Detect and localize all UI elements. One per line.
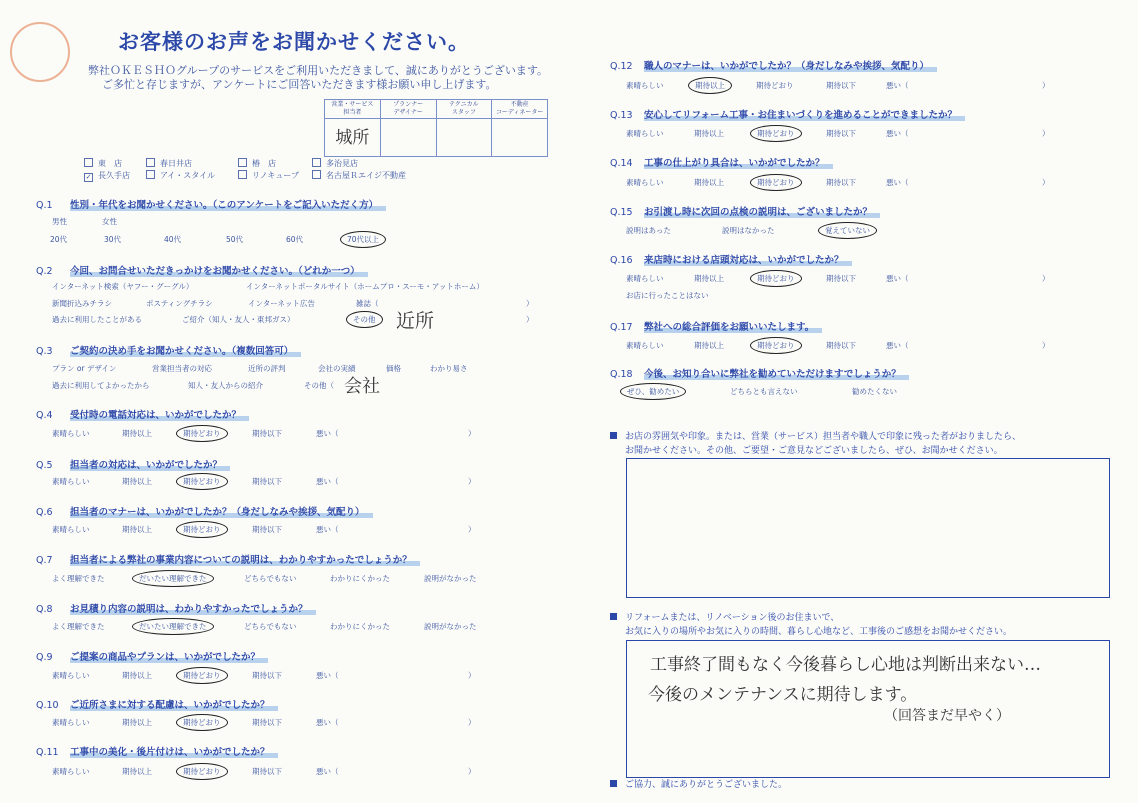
- checkbox[interactable]: [146, 158, 155, 167]
- staff-header: 営業・サービス 担当者: [325, 100, 381, 118]
- question-q17: Q.17 弊社への総合評価をお願いいたします。: [610, 319, 822, 333]
- question-q16: Q.16 来店時における店頭対応は、いかがでしたか？: [610, 252, 852, 266]
- question-q13: Q.13 安心してリフォーム工事・お住まいづくりを進めることができましたか？: [610, 107, 965, 121]
- option-40s[interactable]: 40代: [164, 235, 182, 244]
- paren-close: ）: [1042, 341, 1050, 350]
- staff-value-handwritten[interactable]: 城所: [325, 119, 381, 156]
- option[interactable]: 期待以上: [122, 718, 152, 727]
- option[interactable]: お店に行ったことはない: [626, 291, 709, 300]
- paren-close: ）: [468, 718, 476, 727]
- option[interactable]: 期待以上: [694, 178, 724, 187]
- option[interactable]: 期待以下: [252, 477, 282, 486]
- option-selected[interactable]: 覚えていない: [818, 222, 877, 239]
- question-q3: Q.3 ご契約の決め手をお聞かせください。（複数回答可）: [36, 343, 301, 357]
- page-title: お客様のお声をお聞かせください。: [118, 30, 470, 54]
- handwritten-comment-line-2: 今後のメンテナンスに期待します。: [648, 685, 918, 705]
- question-q14: Q.14 工事の仕上がり具合は、いかがでしたか？: [610, 155, 833, 169]
- option[interactable]: 素晴らしい: [626, 341, 664, 350]
- store-option[interactable]: リノキューブ: [238, 170, 299, 181]
- paren-close: ）: [1042, 274, 1050, 283]
- option-selected[interactable]: だいたい理解できた: [132, 618, 214, 635]
- option[interactable]: 雑誌（: [356, 299, 379, 308]
- square-bullet-icon: [610, 432, 617, 439]
- option[interactable]: わかり易さ: [430, 364, 468, 373]
- option[interactable]: 期待以上: [694, 129, 724, 138]
- question-q2: Q.2 今回、お問合せいただきっかけをお聞かせください。（どれか一つ）: [36, 263, 368, 277]
- option[interactable]: 過去に利用してよかったから: [52, 381, 150, 390]
- option[interactable]: 勧めたくない: [852, 387, 897, 396]
- paren-close: ）: [1042, 178, 1050, 187]
- staff-header: プランナー デザイナー: [381, 100, 437, 118]
- option[interactable]: 期待以上: [122, 477, 152, 486]
- option[interactable]: 期待以上: [122, 429, 152, 438]
- paren-close: ）: [468, 767, 476, 776]
- option[interactable]: 説明はなかった: [722, 226, 775, 235]
- option-selected[interactable]: 期待どおり: [176, 473, 228, 490]
- paren-close: ）: [526, 315, 534, 324]
- option[interactable]: 説明はあった: [626, 226, 671, 235]
- option[interactable]: 期待以下: [826, 178, 856, 187]
- question-q15: Q.15 お引渡し時に次回の点検の説明は、ございましたか？: [610, 204, 880, 218]
- question-q10: Q.10 ご近所さまに対する配慮は、いかがでしたか？: [36, 697, 278, 711]
- stamp-seal: [10, 22, 70, 82]
- option[interactable]: 新聞折込みチラシ: [52, 299, 112, 308]
- option[interactable]: 素晴らしい: [626, 274, 664, 283]
- question-q12: Q.12 職人のマナーは、いかがでしたか？（身だしなみや挨拶、気配り）: [610, 58, 937, 72]
- intro-line-1: 弊社ＯＫＥＳＨＯグループのサービスをご利用いただきまして、誠にありがとうございます。: [88, 64, 549, 77]
- option[interactable]: 説明がなかった: [424, 574, 477, 583]
- question-q8: Q.8 お見積り内容の説明は、わかりやすかったでしょうか？: [36, 601, 316, 615]
- option[interactable]: 説明がなかった: [424, 622, 477, 631]
- option[interactable]: 素晴らしい: [52, 671, 90, 680]
- option-female[interactable]: 女性: [102, 217, 117, 226]
- option-selected[interactable]: 期待どおり: [176, 667, 228, 684]
- checkbox[interactable]: [238, 170, 247, 179]
- question-q4: Q.4 受付時の電話対応は、いかがでしたか？: [36, 407, 249, 421]
- checkbox[interactable]: [84, 158, 93, 167]
- option-60s[interactable]: 60代: [286, 235, 304, 244]
- option[interactable]: 悪い（: [886, 178, 909, 187]
- checkbox[interactable]: [146, 170, 155, 179]
- option[interactable]: 期待以下: [826, 274, 856, 283]
- option[interactable]: 期待以下: [252, 718, 282, 727]
- option[interactable]: 期待以下: [826, 129, 856, 138]
- option[interactable]: 素晴らしい: [52, 477, 90, 486]
- handwritten-q2-other: 近所: [396, 310, 435, 332]
- option[interactable]: わかりにくかった: [330, 574, 390, 583]
- option[interactable]: プラン or デザイン: [52, 364, 117, 373]
- store-option[interactable]: 春日井店: [146, 158, 192, 169]
- handwritten-comment-line-3: （回答まだ早やく）: [884, 708, 1010, 724]
- option[interactable]: 素晴らしい: [52, 525, 90, 534]
- option-selected[interactable]: 期待どおり: [750, 125, 802, 142]
- option[interactable]: 素晴らしい: [626, 178, 664, 187]
- option-selected[interactable]: 期待どおり: [176, 714, 228, 731]
- option[interactable]: 営業担当者の対応: [152, 364, 212, 373]
- option[interactable]: どちらとも言えない: [730, 387, 798, 396]
- option[interactable]: どちらでもない: [244, 574, 297, 583]
- option[interactable]: 悪い（: [886, 341, 909, 350]
- option[interactable]: 悪い（: [316, 767, 339, 776]
- option-selected[interactable]: 期待どおり: [176, 521, 228, 538]
- paren-close: ）: [1042, 81, 1050, 90]
- paren-close: ）: [1042, 129, 1050, 138]
- store-option[interactable]: 椿 店: [238, 158, 276, 169]
- option-30s[interactable]: 30代: [104, 235, 122, 244]
- option[interactable]: 期待以下: [252, 767, 282, 776]
- handwritten-comment-line-1: 工事終了間もなく今後暮らし心地は判断出来ない…: [650, 655, 1041, 675]
- question-q7: Q.7 担当者による弊社の事業内容についての説明は、わかりやすかったでしょうか？: [36, 552, 420, 566]
- option-selected[interactable]: 期待どおり: [750, 270, 802, 287]
- checkmark-icon[interactable]: ✓: [85, 173, 92, 181]
- free-comment-1-label: お店の雰囲気や印象。または、営業（サービス）担当者や職人で印象に残った者がおりましたら、: [610, 430, 1021, 444]
- question-q11: Q.11 工事中の美化・後片付けは、いかがでしたか？: [36, 744, 278, 758]
- option-other-selected[interactable]: その他: [346, 311, 383, 328]
- footer-thanks: ご協力、誠にありがとうございました。: [610, 778, 787, 792]
- option-50s[interactable]: 50代: [226, 235, 244, 244]
- store-option[interactable]: 名古屋Ｒエイジ不動産: [312, 170, 406, 181]
- option[interactable]: どちらでもない: [244, 622, 297, 631]
- option[interactable]: インターネット検索（ヤフー・グーグル）: [52, 282, 194, 291]
- store-option[interactable]: 東 店: [84, 158, 122, 169]
- staff-value[interactable]: [381, 119, 437, 156]
- option[interactable]: 素晴らしい: [52, 718, 90, 727]
- free-comment-1-label-2: お聞かせください。その他、ご要望・ご意見などございましたら、ぜひ、お聞かせください。: [625, 446, 1003, 456]
- paren-close: ）: [468, 477, 476, 486]
- option-selected[interactable]: 期待どおり: [176, 425, 228, 442]
- option[interactable]: インターネットポータルサイト（ホームプロ・スーモ・アットホーム）: [246, 282, 484, 291]
- free-comment-2-label: リフォームまたは、リノベーション後のお住まいで、: [610, 611, 839, 625]
- option[interactable]: 悪い（: [316, 671, 339, 680]
- square-bullet-icon: [610, 780, 617, 787]
- checkbox[interactable]: [312, 158, 321, 167]
- option[interactable]: ご紹介（知人・友人・東邦ガス）: [182, 315, 295, 324]
- option[interactable]: 期待以上: [122, 525, 152, 534]
- paren-close: ）: [468, 671, 476, 680]
- option-selected[interactable]: 期待以上: [688, 77, 732, 94]
- question-q5: Q.5 担当者の対応は、いかがでしたか？: [36, 457, 230, 471]
- checkbox[interactable]: [238, 158, 247, 167]
- question-q18: Q.18 今後、お知り合いに弊社を勧めていただけますでしょうか？: [610, 366, 909, 380]
- option-selected[interactable]: 期待どおり: [176, 763, 228, 780]
- free-comment-1-box[interactable]: [626, 458, 1110, 598]
- option[interactable]: 期待以上: [122, 671, 152, 680]
- option[interactable]: 期待以上: [694, 341, 724, 350]
- option-male[interactable]: 男性: [52, 217, 67, 226]
- option-selected[interactable]: ぜひ、勧めたい: [620, 383, 686, 400]
- square-bullet-icon: [610, 613, 617, 620]
- option[interactable]: 期待以下: [252, 429, 282, 438]
- option[interactable]: インターネット広告: [248, 299, 315, 308]
- paren-close: ）: [526, 299, 534, 308]
- option[interactable]: 悪い（: [316, 525, 339, 534]
- paren-close: ）: [468, 525, 476, 534]
- option[interactable]: 近所の評判: [248, 364, 286, 373]
- option[interactable]: 素晴らしい: [626, 129, 664, 138]
- option-selected[interactable]: 期待どおり: [750, 174, 802, 191]
- option[interactable]: 会社の実績: [318, 364, 356, 373]
- option[interactable]: 悪い（: [316, 477, 339, 486]
- option[interactable]: 期待以下: [826, 81, 856, 90]
- option[interactable]: 期待以下: [252, 525, 282, 534]
- store-option[interactable]: 多治見店: [312, 158, 358, 169]
- option[interactable]: わかりにくかった: [330, 622, 390, 631]
- free-comment-2-label-2: お気に入りの場所やお気に入りの時間、暮らし心地など、工事後のご感想をお聞かせください。: [625, 627, 1013, 637]
- option[interactable]: 悪い（: [886, 129, 909, 138]
- option[interactable]: よく理解できた: [52, 622, 105, 631]
- question-q9: Q.9 ご提案の商品やプランは、いかがでしたか？: [36, 649, 268, 663]
- option[interactable]: 価格: [386, 364, 401, 373]
- option[interactable]: 素晴らしい: [52, 429, 90, 438]
- option-selected[interactable]: だいたい理解できた: [132, 570, 214, 587]
- option[interactable]: 期待どおり: [756, 81, 794, 90]
- option[interactable]: よく理解できた: [52, 574, 105, 583]
- store-option[interactable]: ✓ 長久手店: [85, 171, 130, 181]
- option[interactable]: ポスティングチラシ: [146, 299, 213, 308]
- option[interactable]: 期待以上: [122, 767, 152, 776]
- staff-header: 不動産 コーディネーター: [495, 101, 544, 116]
- intro-line-2: ご多忙と存じますが、アンケートにご回答いただきます様お願い申し上げます。: [102, 78, 497, 91]
- paren-close: ）: [468, 429, 476, 438]
- handwritten-q3-other: 会社: [344, 376, 380, 397]
- option[interactable]: 素晴らしい: [626, 81, 664, 90]
- staff-value[interactable]: [437, 119, 493, 156]
- option-selected[interactable]: 期待どおり: [750, 337, 802, 354]
- option[interactable]: 知人・友人からの紹介: [188, 381, 263, 390]
- option-other[interactable]: その他（: [304, 381, 334, 390]
- option[interactable]: 悪い（: [886, 274, 909, 283]
- option[interactable]: 悪い（: [886, 81, 909, 90]
- staff-value[interactable]: [492, 119, 547, 156]
- option[interactable]: 期待以下: [826, 341, 856, 350]
- option[interactable]: 期待以下: [252, 671, 282, 680]
- question-q6: Q.6 担当者のマナーは、いかがでしたか？（身だしなみや挨拶、気配り）: [36, 504, 373, 518]
- option[interactable]: 悪い（: [316, 718, 339, 727]
- option[interactable]: 悪い（: [316, 429, 339, 438]
- store-option[interactable]: アイ・スタイル: [146, 170, 215, 181]
- option[interactable]: 過去に利用したことがある: [52, 315, 142, 324]
- staff-header: テクニカル スタッフ: [437, 100, 493, 118]
- option-70s-selected[interactable]: 70代以上: [340, 231, 386, 248]
- option[interactable]: 期待以上: [694, 274, 724, 283]
- question-q1: Q.1 性別・年代をお聞かせください。（このアンケートをご記入いただく方）: [36, 197, 386, 211]
- option[interactable]: 素晴らしい: [52, 767, 90, 776]
- option-20s[interactable]: 20代: [50, 235, 68, 244]
- staff-table: [324, 99, 548, 157]
- checkbox[interactable]: [312, 170, 321, 179]
